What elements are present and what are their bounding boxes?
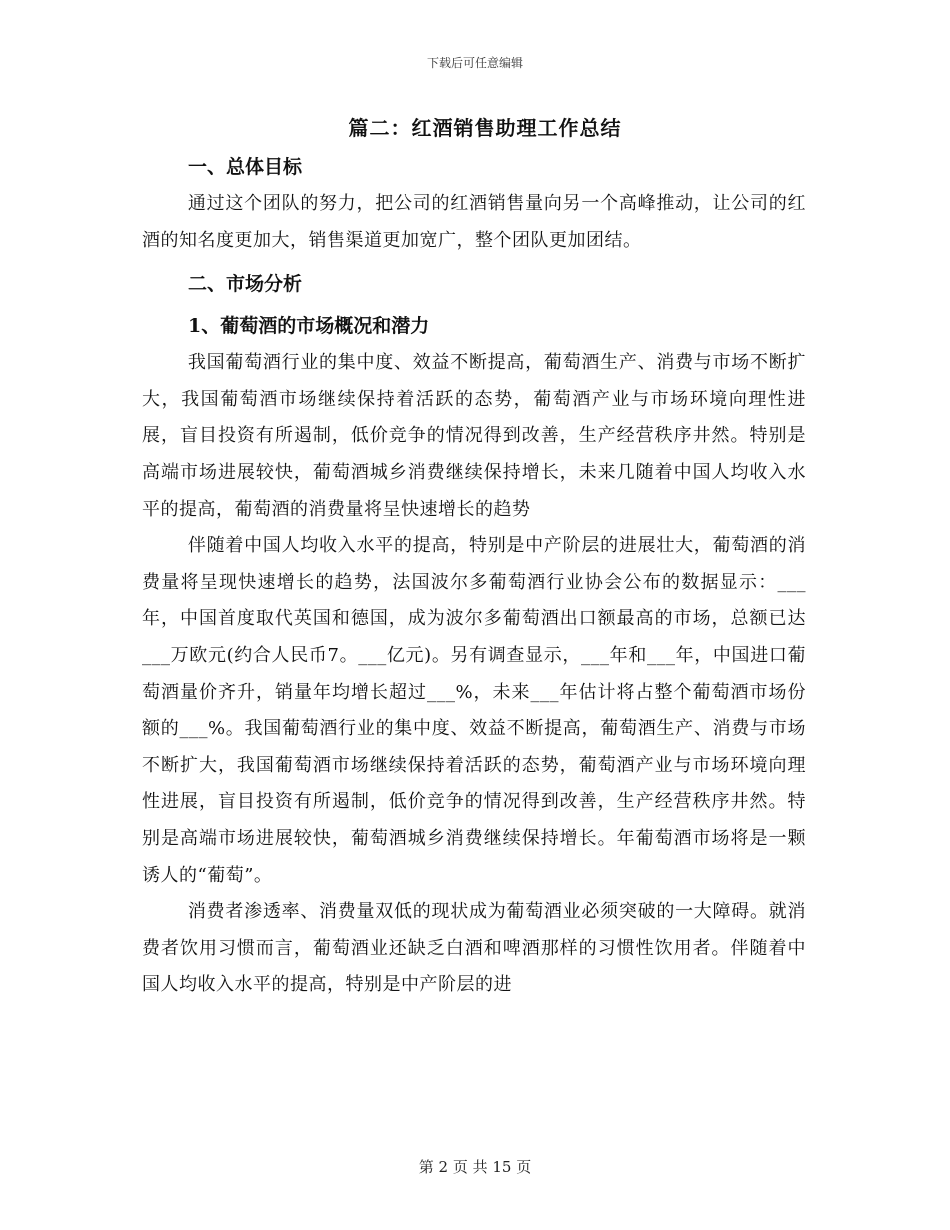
paragraph-market-overview: 我国葡萄酒行业的集中度、效益不断提高，葡萄酒生产、消费与市场不断扩大，我国葡萄酒市场继续保持着活跃的态势，葡萄酒产业与市场环境向理性进展，盲目投资有所遏制，低价竞争的情况得到改善，生产经营秩序井然。特别是高端市场进展较快，葡萄酒城乡消费继续保持增长，未来几随着中国人均收入水平的提高，葡萄酒的消费量将呈快速增长的趋势 <box>142 352 806 520</box>
section-heading-market-analysis: 二、市场分析 <box>188 273 303 296</box>
paragraph-consumer-penetration: 消费者渗透率、消费量双低的现状成为葡萄酒业必须突破的一大障碍。就消费者饮用习惯而言，葡萄酒业还缺乏白酒和啤酒那样的习惯性饮用者。伴随着中国人均收入水平的提高，特别是中产阶层的进 <box>142 901 806 996</box>
header-note: 下载后可任意编辑 <box>426 56 523 70</box>
paragraph-goals: 通过这个团队的努力，把公司的红酒销售量向另一个高峰推动，让公司的红酒的知名度更加大，销售渠道更加宽广，整个团队更加团结。 <box>142 193 806 251</box>
section-heading-goals: 一、总体目标 <box>188 156 303 178</box>
document-body <box>142 108 806 1004</box>
subsection-heading-wine-market: 1、葡萄酒的市场概况和潜力 <box>188 315 430 338</box>
paragraph-market-growth: 伴随着中国人均收入水平的提高，特别是中产阶层的进展壮大，葡萄酒的消费量将呈现快速增长的趋势，法国波尔多葡萄酒行业协会公布的数据显示：___年，中国首度取代英国和德国，成为波尔多葡萄酒出口额最高的市场，总额已达___万欧元(约合人民币7。___亿元)。另有调查显示，___年和___年，中国进口葡萄酒量价齐升，销量年均增长超过___%，未来___年估计将占整个葡萄酒市场份额的___%。我国葡萄酒行业的集中度、效益不断提高，葡萄酒生产、消费与市场不断扩大，我国葡萄酒市场继续保持着活跃的态势，葡萄酒产业与市场环境向理性进展，盲目投资有所遏制，低价竞争的情况得到改善，生产经营秩序井然。特别是高端市场进展较快，葡萄酒城乡消费继续保持增长。年葡萄酒市场将是一颗诱人的“葡萄”。 <box>142 535 806 886</box>
page-number: 第 2 页 共 15 页 <box>418 1158 532 1176</box>
document-title: 篇二：红酒销售助理工作总结 <box>348 116 622 140</box>
